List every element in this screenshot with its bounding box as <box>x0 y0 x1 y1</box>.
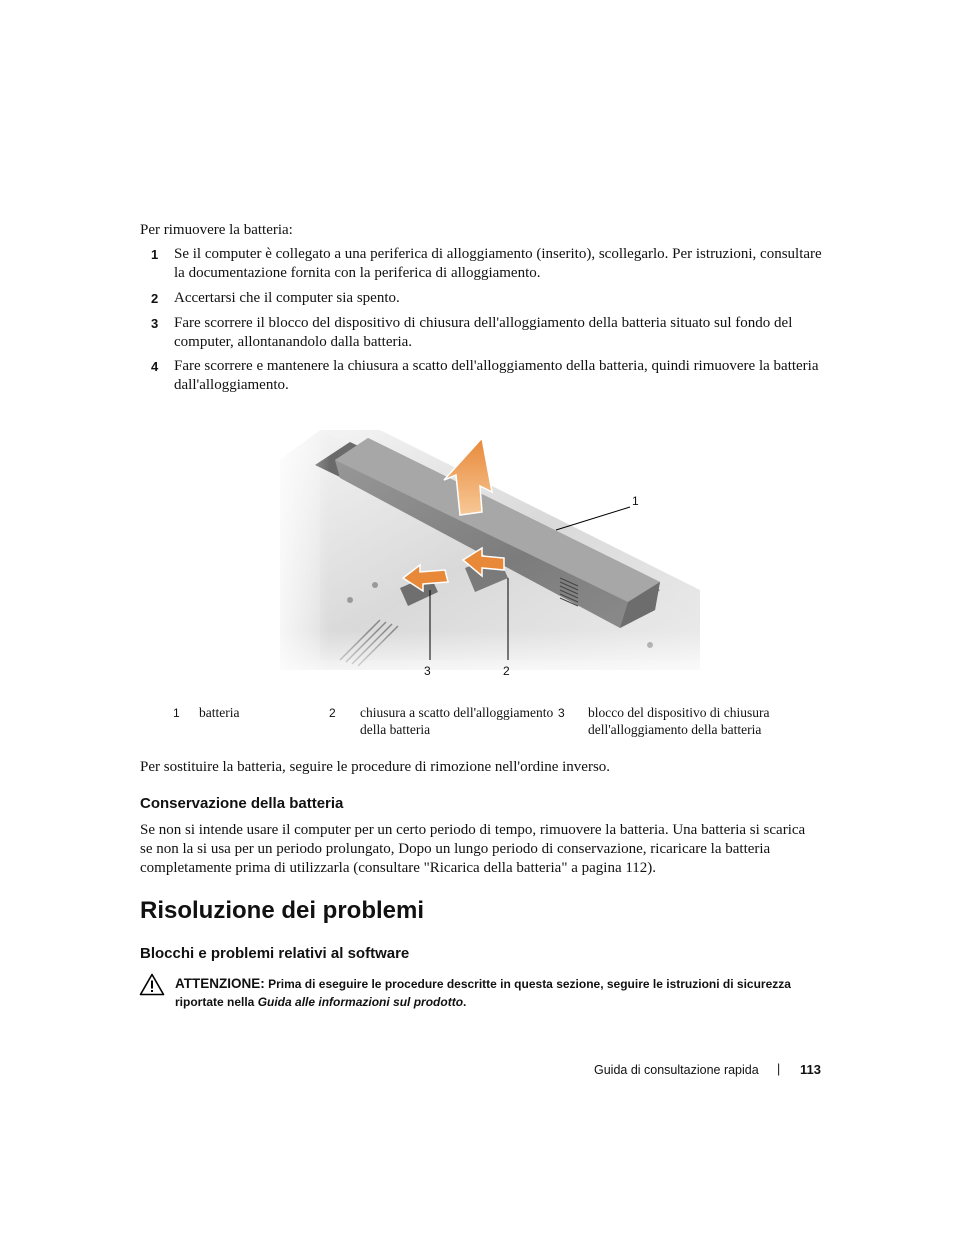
page-heading: Risoluzione dei problemi <box>140 897 425 924</box>
replace-text: Per sostituire la batteria, seguire le procedure di rimozione nell'ordine inverso. <box>140 759 611 775</box>
callout-1: 1 <box>632 494 639 508</box>
step-number: 3 <box>151 316 159 331</box>
page-number: 113 <box>800 1062 821 1077</box>
step-number: 1 <box>151 247 159 262</box>
step-number: 4 <box>151 359 159 374</box>
step-number: 2 <box>151 291 159 306</box>
laptop-bottom-illustration <box>260 420 700 690</box>
step-text: Fare scorrere e mantenere la chiusura a scatto dell'alloggiamento della batteria, quindi rimuovere la batteria dall'alloggiamento. <box>174 358 819 393</box>
step-text: Se il computer è collegato a una periferica di alloggiamento (inserito), scollegarlo. Per istruzioni, consultare la documentazione fornita con la periferica di alloggiamento. <box>174 246 822 281</box>
battery-removal-figure <box>260 420 700 690</box>
callout-3: 3 <box>424 664 431 678</box>
legend-text: batteria <box>199 705 240 720</box>
legend-text: chiusura a scatto dell'alloggiamento della batteria <box>360 705 554 737</box>
subsection-heading: Blocchi e problemi relativi al software <box>140 945 410 962</box>
warning-label: ATTENZIONE: <box>175 976 265 991</box>
warning-icon <box>139 973 165 1001</box>
footer-separator: | <box>777 1062 781 1076</box>
callout-2: 2 <box>503 664 510 678</box>
intro-text: Per rimuovere la batteria: <box>140 222 293 238</box>
legend-number: 3 <box>558 706 565 720</box>
warning-text-2: . <box>463 995 467 1009</box>
step-text: Fare scorrere il blocco del dispositivo di chiusura dell'alloggiamento della batteria situato sul fondo del computer, allontanandolo dalla batteria. <box>174 315 793 350</box>
section-body: Se non si intende usare il computer per un certo periodo di tempo, rimuovere la batteria. Una batteria si scarica se non la si usa per un periodo prolungato, Dopo un lungo periodo di conservazione, ricaricare la batteria completamente prima di utilizzarla (consultare "Ricarica della batteria" a pagina 112). <box>140 822 806 876</box>
step-text: Accertarsi che il computer sia spento. <box>174 290 400 306</box>
warning-text <box>175 975 825 1011</box>
section-heading: Conservazione della batteria <box>140 795 344 812</box>
warning-text-1: Prima di eseguire le procedure descritte in questa sezione, seguire le istruzioni di sicurezza riportate nella <box>175 977 791 1009</box>
footer-title: Guida di consultazione rapida <box>594 1063 759 1077</box>
legend-text: blocco del dispositivo di chiusura dell'alloggiamento della batteria <box>588 705 770 737</box>
warning-italic: Guida alle informazioni sul prodotto <box>257 995 464 1009</box>
legend-number: 1 <box>173 706 180 720</box>
legend-number: 2 <box>329 706 336 720</box>
